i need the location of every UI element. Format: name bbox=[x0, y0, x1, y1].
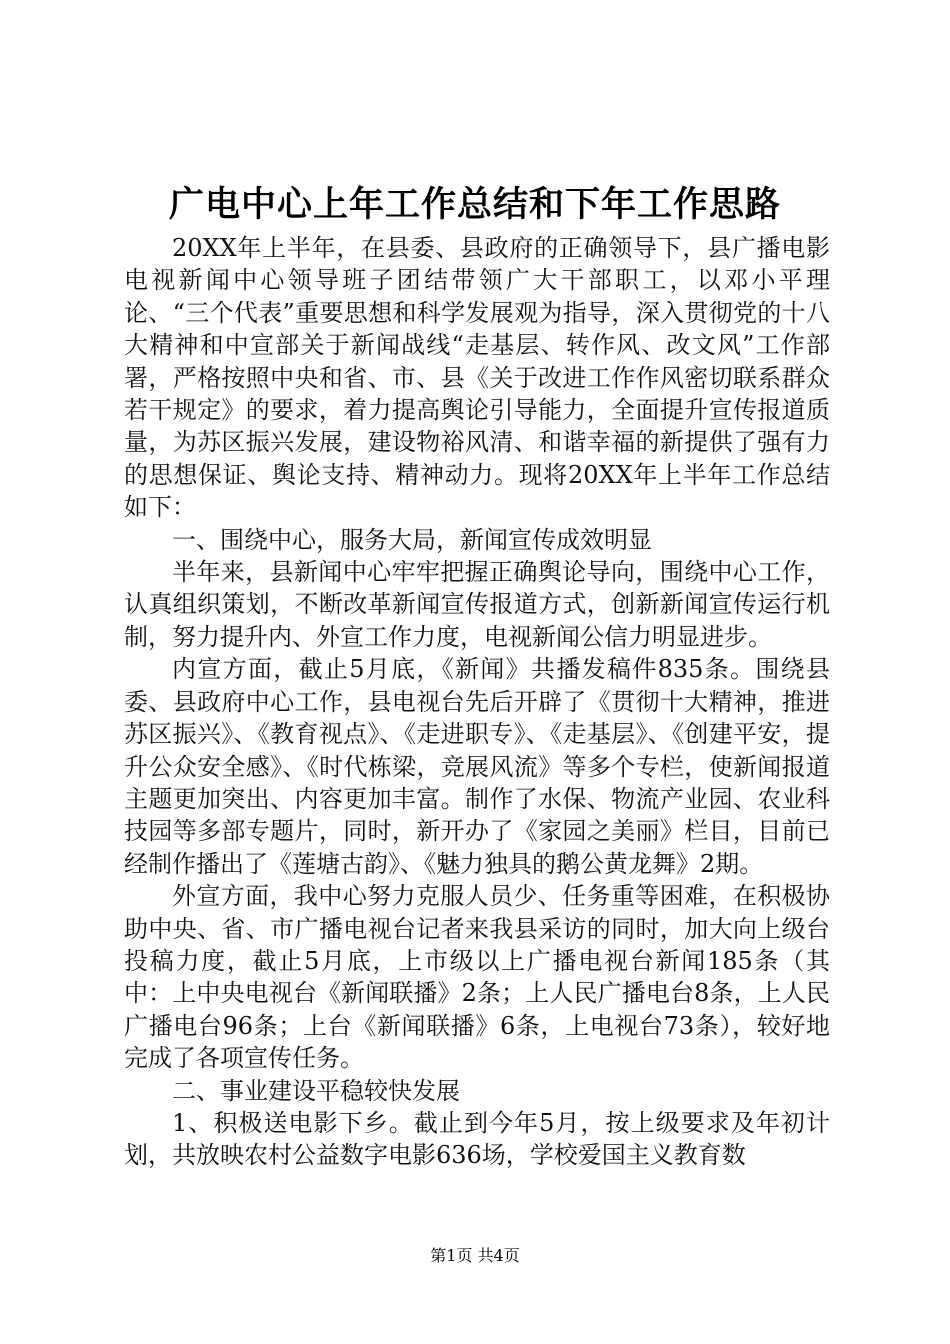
section-heading-1: 一、围绕中心，服务大局，新闻宣传成效明显 bbox=[172, 525, 652, 554]
document-body bbox=[124, 232, 830, 1172]
paragraph-external-publicity: 外宣方面，我中心努力克服人员少、任务重等困难，在积极协助中央、省、市广播电视台记者来我县采访的同时，加大向上级台投稿力度，截止5月底，上市级以上广播电视台新闻185条（其中：上中央电视台《新闻联播》2条；上人民广播电台8条，上人民广播电台96条；上台《新闻联播》6条，上电视台73条），较好地完成了各项宣传任务。 bbox=[124, 882, 830, 1073]
document-title: 广电中心上年工作总结和下年工作思路 bbox=[168, 184, 781, 225]
paragraph-intro: 20XX年上半年，在县委、县政府的正确领导下，县广播电影电视新闻中心领导班子团结带领广大干部职工，以邓小平理论、“三个代表”重要思想和科学发展观为指导，深入贯彻党的十八大精神和中宣部关于新闻战线“走基层、转作风、改文风”工作部署，严格按照中央和省、市、县《关于改进工作作风密切联系群众若干规定》的要求，着力提高舆论引导能力，全面提升宣传报道质量，为苏区振兴发展，建设物裕风清、和谐幸福的新提供了强有力的思想保证、舆论支持、精神动力。现将20XX年上半年工作总结如下： bbox=[124, 234, 830, 522]
paragraph-film-screening: 1、积极送电影下乡。截止到今年5月，按上级要求及年初计划，共放映农村公益数字电影636场，学校爱国主义教育数 bbox=[124, 1108, 830, 1170]
page-number-footer: 第1页 共4页 bbox=[430, 1246, 520, 1265]
paragraph-internal-publicity: 内宣方面，截止5月底，《新闻》共播发稿件835条。围绕县委、县政府中心工作，县电视台先后开辟了《贯彻十大精神，推进苏区振兴》、《教育视点》、《走进职专》、《走基层》、《创建平安，提升公众安全感》、《时代栋梁，竞展风流》等多个专栏，使新闻报道主题更加突出、内容更加丰富。制作了水保、物流产业园、农业科技园等多部专题片，同时，新开办了《家园之美丽》栏目，目前已经制作播出了《莲塘古韵》、《魅力独具的鹅公黄龙舞》2期。 bbox=[124, 655, 830, 878]
paragraph-summary: 半年来，县新闻中心牢牢把握正确舆论导向，围绕中心工作，认真组织策划，不断改革新闻宣传报道方式，创新新闻宣传运行机制，努力提升内、外宣工作力度，电视新闻公信力明显进步。 bbox=[124, 558, 830, 651]
section-heading-2: 二、事业建设平稳较快发展 bbox=[172, 1076, 460, 1105]
